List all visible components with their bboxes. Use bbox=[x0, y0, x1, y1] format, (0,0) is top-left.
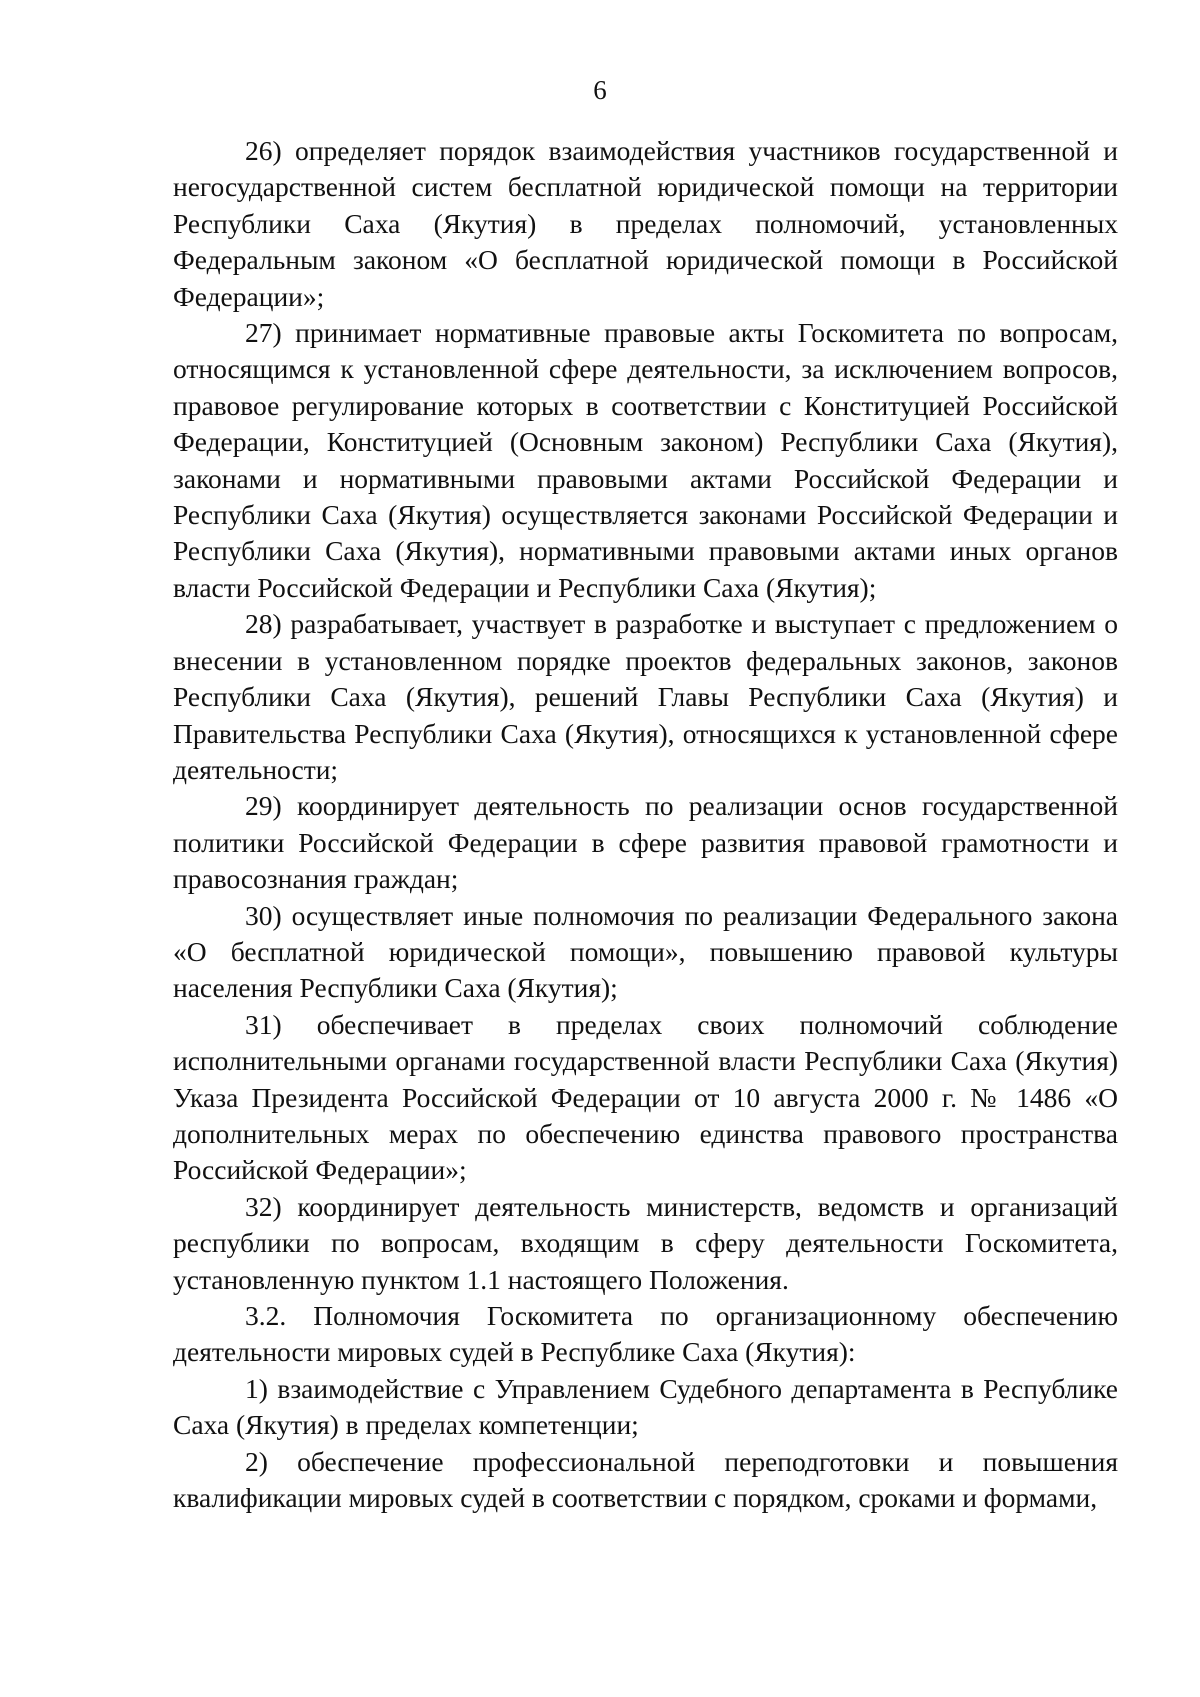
section-heading-3-2: 3.2. Полномочия Госкомитета по организационному обеспечению деятельности мировых судей в Республике Саха (Якутия): bbox=[173, 1300, 1118, 1368]
paragraph-item-30: 30) осуществляет иные полномочия по реализации Федерального закона «О бесплатной юридической помощи», повышению правовой культуры населения Республики Саха (Якутия); bbox=[173, 899, 1118, 1004]
document-body bbox=[173, 133, 1118, 1516]
section-item-2: 2) обеспечение профессиональной переподготовки и повышения квалификации мировых судей в соответствии с порядком, сроками и формами, bbox=[173, 1445, 1118, 1514]
paragraph-item-26: 26) определяет порядок взаимодействия участников государственной и негосударственной систем бесплатной юридической помощи на территории Республики Саха (Якутия) в пределах полномочий, установленных Федеральным законом «О бесплатной юридической помощи в Российской Федерации»; bbox=[173, 135, 1118, 312]
section-item-1: 1) взаимодействие с Управлением Судебного департамента в Республике Саха (Якутия) в пределах компетенции; bbox=[173, 1372, 1118, 1441]
paragraph-item-29: 29) координирует деятельность по реализации основ государственной политики Российской Федерации в сфере развития правовой грамотности и правосознания граждан; bbox=[173, 790, 1118, 895]
paragraph-item-27: 27) принимает нормативные правовые акты Госкомитета по вопросам, относящимся к установленной сфере деятельности, за исключением вопросов, правовое регулирование которых в соответствии с Конституцией Российской Федерации, Конституцией (Основным законом) Республики Саха (Якутия), законами и нормативными правовыми актами Российской Федерации и Республики Саха (Якутия) осуществляется законами Российской Федерации и Республики Саха (Якутия), нормативными правовыми актами иных органов власти Российской Федерации и Республики Саха (Якутия); bbox=[173, 317, 1118, 603]
paragraph-item-31: 31) обеспечивает в пределах своих полномочий соблюдение исполнительными органами государственной власти Республики Саха (Якутия) Указа Президента Российской Федерации от 10 августа 2000 г. № 1486 «О дополнительных мерах по обеспечению единства правового пространства Российской Федерации»; bbox=[173, 1008, 1118, 1186]
paragraph-item-32: 32) координирует деятельность министерств, ведомств и организаций республики по вопросам, входящим в сферу деятельности Госкомитета, установленную пунктом 1.1 настоящего Положения. bbox=[173, 1190, 1118, 1295]
page-number: 6 bbox=[593, 75, 607, 105]
paragraph-item-28: 28) разрабатывает, участвует в разработке и выступает с предложением о внесении в установленном порядке проектов федеральных законов, законов Республики Саха (Якутия), решений Главы Республики Саха (Якутия) и Правительства Республики Саха (Якутия), относящихся к установленной сфере деятельности; bbox=[173, 608, 1118, 785]
